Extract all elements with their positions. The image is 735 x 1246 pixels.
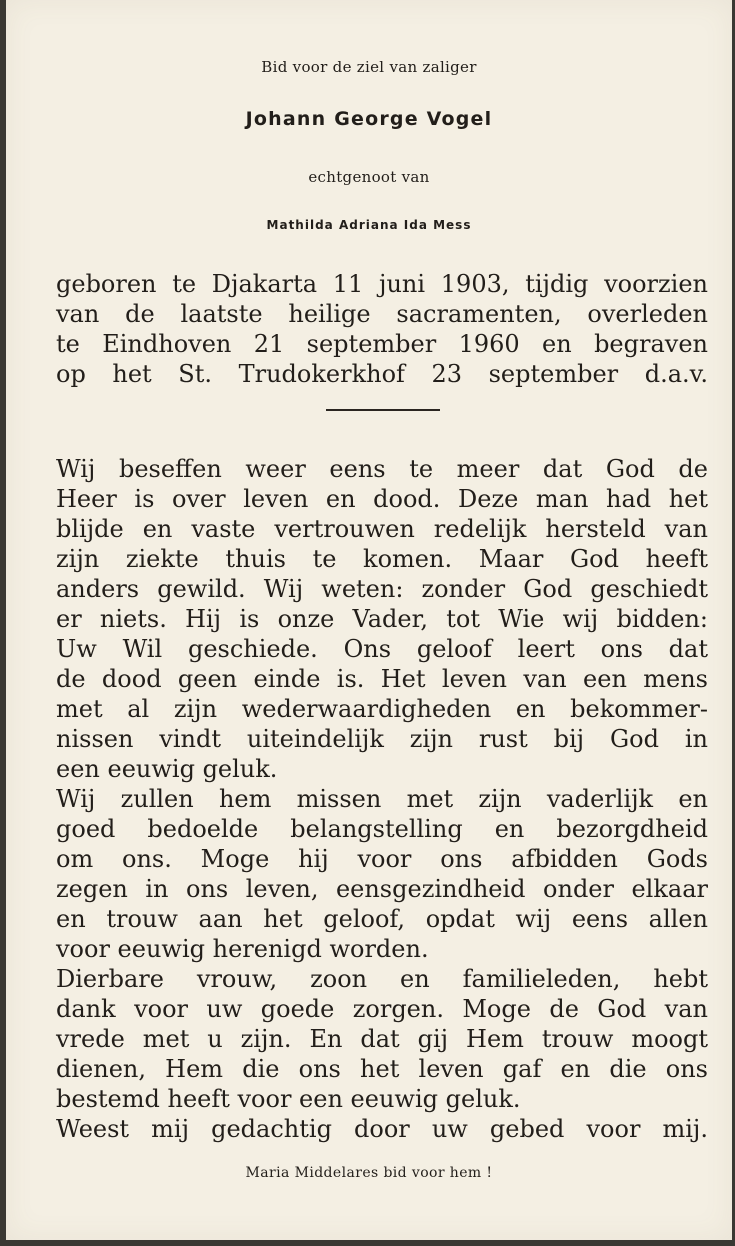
closing-prayer: Maria Middelares bid voor hem ! [245, 1165, 493, 1181]
text-line: Heer is over leven en dood. Deze man had het [56, 485, 708, 513]
text-line: dienen, Hem die ons het leven gaf en die ons [56, 1055, 708, 1083]
text-line: Weest mij gedachtig door uw gebed voor mij. [56, 1115, 708, 1143]
divider-rule [326, 409, 440, 411]
spouse-name: Mathilda Adriana Ida Mess [266, 218, 472, 232]
bio-line: geboren te Djakarta 11 juni 1903, tijdig voorzien [56, 270, 708, 298]
deceased-name: Johann George Vogel [245, 108, 493, 130]
text-line: nissen vindt uiteindelijk zijn rust bij God in [56, 725, 708, 753]
text-line: Dierbare vrouw, zoon en familieleden, hebt [56, 965, 708, 993]
spouse-label: echtgenoot van [308, 168, 430, 186]
text-line: Uw Wil geschiede. Ons geloof leert ons dat [56, 635, 708, 663]
bio-line: op het St. Trudokerkhof 23 september d.a.v. [56, 360, 708, 388]
intro-line: Bid voor de ziel van zaliger [261, 58, 477, 76]
text-line: de dood geen einde is. Het leven van een mens [56, 665, 708, 693]
text-line: er niets. Hij is onze Vader, tot Wie wij bidden: [56, 605, 708, 633]
text-line: voor eeuwig herenigd worden. [56, 935, 429, 963]
text-line: Wij beseffen weer eens te meer dat God de [56, 455, 708, 483]
text-line: zijn ziekte thuis te komen. Maar God heeft [56, 545, 708, 573]
text-line: bestemd heeft voor een eeuwig geluk. [56, 1085, 521, 1113]
text-line: zegen in ons leven, eensgezindheid onder elkaar [56, 875, 708, 903]
text-line: goed bedoelde belangstelling en bezorgdheid [56, 815, 708, 843]
text-line: om ons. Moge hij voor ons afbidden Gods [56, 845, 708, 873]
text-line: met al zijn wederwaardigheden en bekommer- [56, 695, 708, 723]
text-line: dank voor uw goede zorgen. Moge de God van [56, 995, 708, 1023]
text-line: vrede met u zijn. En dat gij Hem trouw moogt [56, 1025, 708, 1053]
bio-line: te Eindhoven 21 september 1960 en begraven [56, 330, 708, 358]
text-line: Wij zullen hem missen met zijn vaderlijk en [56, 785, 708, 813]
memorial-card [6, 0, 732, 1240]
bio-line: van de laatste heilige sacramenten, overleden [56, 300, 708, 328]
text-line: anders gewild. Wij weten: zonder God geschiedt [56, 575, 708, 603]
text-line: een eeuwig geluk. [56, 755, 278, 783]
text-line: en trouw aan het geloof, opdat wij eens allen [56, 905, 708, 933]
text-line: blijde en vaste vertrouwen redelijk hersteld van [56, 515, 708, 543]
